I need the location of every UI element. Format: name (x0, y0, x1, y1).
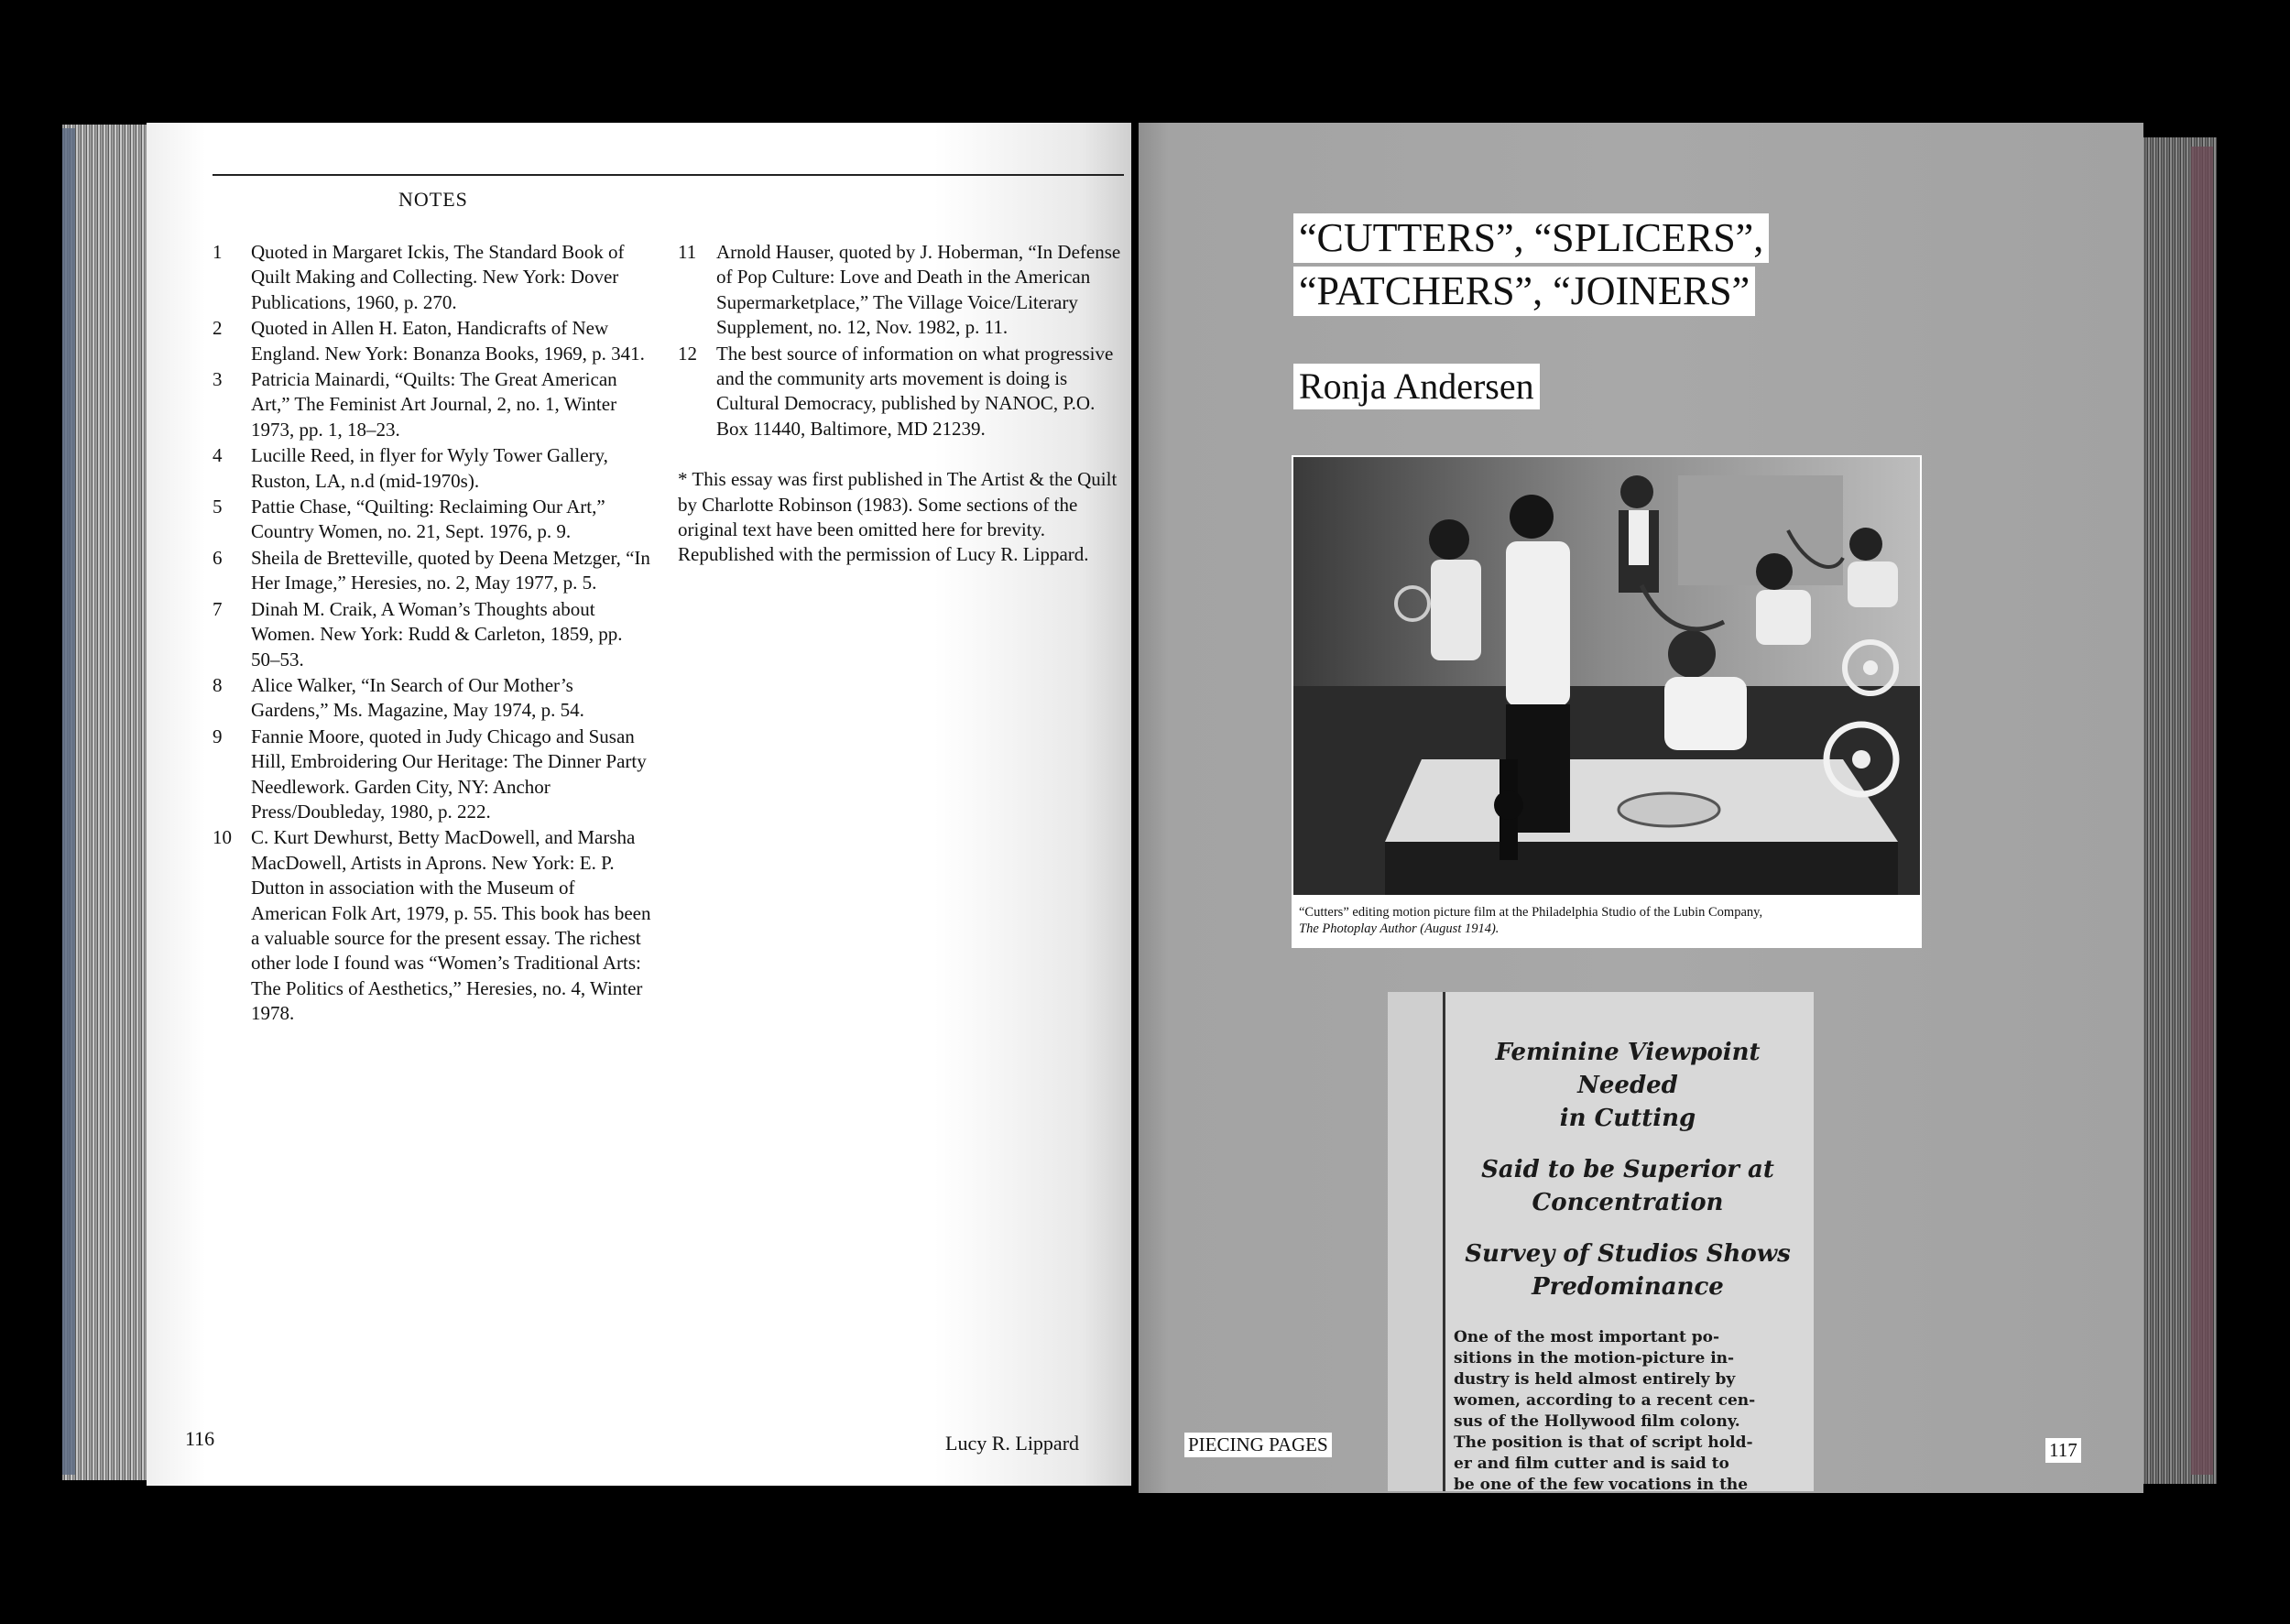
note-text: The best source of information on what progressive and the community arts movement is doing is Cultural Democracy, published by NANOC, P.O. Box 11440, Baltimore, MD 21239. (716, 342, 1114, 440)
note-text: Pattie Chase, “Quilting: Reclaiming Our Art,” Country Women, no. 21, Sept. 1976, p. 9. (251, 496, 605, 543)
note-text: Alice Walker, “In Search of Our Mother’s Gardens,” Ms. Magazine, May 1974, p. 54. (251, 673, 584, 722)
clipping-text (1454, 1036, 1802, 1491)
notes-heading: NOTES (398, 188, 468, 211)
note-text: Dinah M. Craik, A Woman’s Thoughts about Women. New York: Rudd & Carleton, 1859, pp. 50–53. (251, 597, 623, 670)
note-number: 1 (213, 241, 223, 263)
note-text: Sheila de Bretteville, quoted by Deena Metzger, “In Her Image,” Heresies, no. 2, May 1977, p. 5. (251, 546, 650, 594)
clipping-line: be one of the few vocations in the (1454, 1476, 1749, 1491)
page-edges-right-cover (2191, 147, 2213, 1475)
clipping-line: dustry is held almost entirely by (1454, 1370, 1736, 1389)
clipping-line: One of the most important po- (1454, 1328, 1719, 1346)
clipping-line: Predominance (1532, 1273, 1724, 1301)
notes-column-left (213, 240, 652, 1027)
note-number: 10 (213, 826, 232, 849)
note-text: Quoted in Allen H. Eaton, Handicrafts of New England. New York: Bonanza Books, 1969, p. 341. (251, 317, 645, 365)
page-number-right: 117 (2045, 1438, 2081, 1463)
note-item (213, 546, 652, 596)
note-item (213, 495, 652, 545)
clipping-line: sitions in the motion-picture in- (1454, 1349, 1735, 1368)
note-number: 6 (213, 546, 223, 569)
photo-caption (1299, 904, 1922, 937)
note-item (678, 240, 1125, 341)
note-number: 5 (213, 496, 223, 518)
note-item (213, 240, 652, 315)
article-title-line2: “PATCHERS”, “JOINERS” (1293, 267, 1755, 316)
notes-column-right (678, 240, 1125, 568)
page-edges-left (62, 125, 154, 1480)
note-number: 12 (678, 342, 697, 365)
clipping-line: The position is that of script hold- (1454, 1433, 1753, 1452)
note-item (213, 316, 652, 366)
note-item (213, 725, 652, 825)
film-cutters-photo-image (1293, 457, 1920, 895)
note-number: 7 (213, 597, 223, 620)
note-item (213, 825, 652, 1026)
note-text: Fannie Moore, quoted in Judy Chicago and Susan Hill, Embroidering Our Heritage: The Dinner Party Needlework. Garden City, NY: Anchor Press/Doubleday, 1980, p. 222. (251, 725, 647, 823)
note-number: 9 (213, 725, 223, 747)
article-title-line1: “CUTTERS”, “SPLICERS”, (1293, 213, 1769, 263)
page-edges-left-cover (62, 128, 75, 1475)
clipping-line: er and film cutter and is said to (1454, 1455, 1729, 1473)
essay-note: * This essay was first published in The Artist & the Quilt by Charlotte Robinson (1983). Some sections of the original text have been omitted here for brevity. Republished with the permission of Lucy R. Lippard. (678, 468, 1118, 566)
note-text: Lucille Reed, in flyer for Wyly Tower Gallery, Ruston, LA, n.d (mid-1970s). (251, 444, 608, 492)
article-author: Ronja Andersen (1293, 364, 1540, 409)
clipping-line: Survey of Studios Shows (1465, 1240, 1791, 1268)
note-item (213, 367, 652, 442)
note-number: 8 (213, 673, 223, 696)
note-number: 4 (213, 444, 223, 467)
note-text: C. Kurt Dewhurst, Betty MacDowell, and Marsha MacDowell, Artists in Aprons. New York: E. P. Dutton in association with the Museum of American Folk Art, 1979, p. 55. This book has been a valuable source for the present essay. The richest other lode I found was “Women’s Traditional Arts: The Politics of Aesthetics,” Heresies, no. 4, Winter 1978. (251, 826, 651, 1025)
clipping-line: sus of the Hollywood film colony. (1454, 1412, 1740, 1431)
clipping-line: Concentration (1532, 1189, 1724, 1216)
note-item (213, 673, 652, 724)
caption-line1: “Cutters” editing motion picture film at the Philadelphia Studio of the Lubin Company, (1299, 905, 1763, 920)
newspaper-clipping (1388, 992, 1814, 1491)
note-text: Arnold Hauser, quoted by J. Hoberman, “In Defense of Pop Culture: Love and Death in the American Supermarketplace,” The Village Voice/Literary Supplement, no. 12, Nov. 1982, p. 11. (716, 241, 1121, 339)
top-rule (213, 174, 1124, 176)
running-author: Lucy R. Lippard (945, 1432, 1080, 1455)
caption-line2: The Photoplay Author (August 1914). (1299, 921, 1499, 936)
clipping-left-column (1388, 992, 1445, 1491)
clipping-line: in Cutting (1559, 1105, 1696, 1132)
archival-photo (1293, 457, 1920, 895)
running-title: PIECING PAGES (1184, 1433, 1332, 1457)
note-number: 3 (213, 368, 223, 391)
note-item (213, 443, 652, 494)
note-number: 11 (678, 241, 697, 263)
note-item (213, 597, 652, 672)
clipping-line: Said to be Superior at (1481, 1156, 1774, 1183)
clipping-line: women, according to a recent cen- (1454, 1391, 1756, 1410)
note-text: Quoted in Margaret Ickis, The Standard Book of Quilt Making and Collecting. New York: Dover Publications, 1960, p. 270. (251, 241, 625, 313)
page-number-left: 116 (185, 1427, 215, 1450)
note-item (678, 342, 1125, 442)
note-number: 2 (213, 317, 223, 340)
note-text: Patricia Mainardi, “Quilts: The Great American Art,” The Feminist Art Journal, 2, no. 1, Winter 1973, pp. 1, 18–23. (251, 368, 617, 441)
clipping-line: Feminine Viewpoint Needed (1495, 1039, 1761, 1099)
